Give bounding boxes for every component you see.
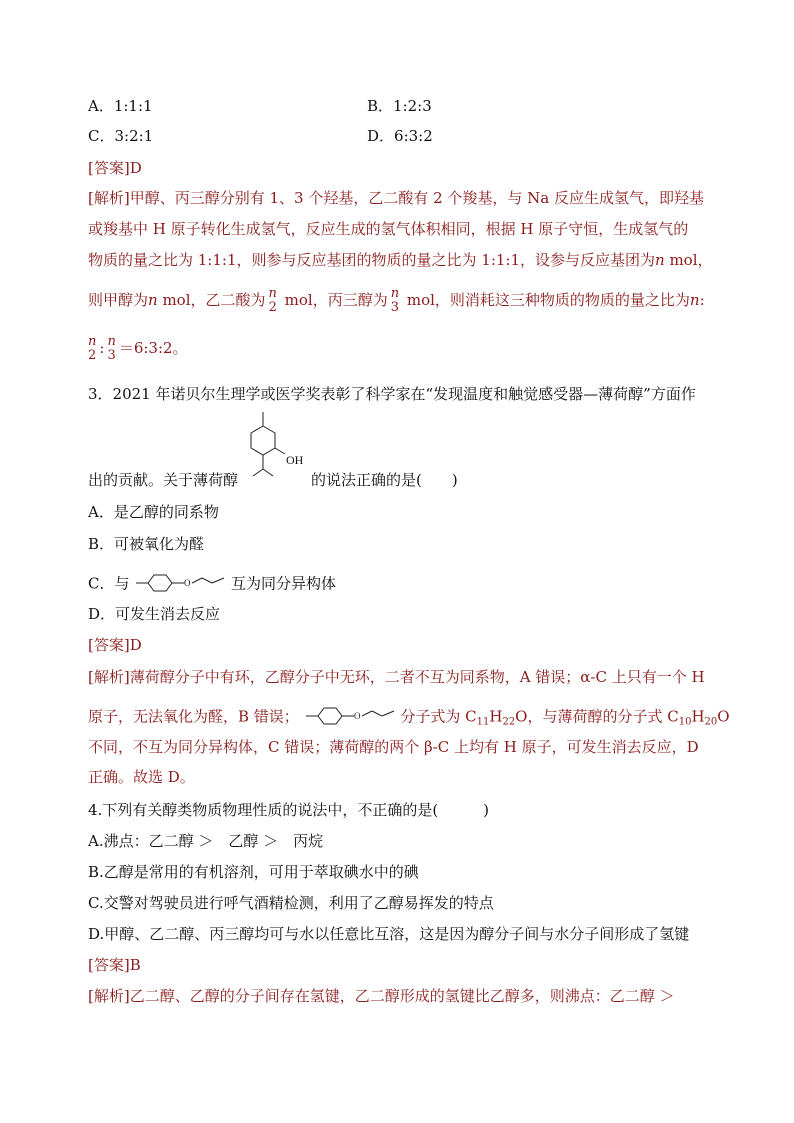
- colon: :: [99, 339, 105, 357]
- q2-exp-l4-b: mol，乙二酸为: [157, 291, 266, 309]
- q4-option-c: C.交警对驾驶员进行呼气酒精检测，利用了乙醇易挥发的特点: [88, 894, 494, 912]
- var-n: n: [148, 291, 158, 309]
- frac-num: n: [390, 286, 400, 301]
- element-o: O: [717, 707, 730, 726]
- q3-exp-l2-c: O，与薄荷醇的分子式 C: [515, 707, 679, 726]
- q2-exp-l4-d: mol，则消耗这三种物质的物质的量之比为: [402, 291, 690, 309]
- o-label: O: [184, 578, 191, 588]
- fraction-n-over-3: [391, 287, 399, 315]
- q3-explanation-line-4: 正确。故选 D。: [88, 768, 195, 786]
- q3-explanation-line-3: 不同，不互为同分异构体，C 错误；薄荷醇的两个 β-C 上均有 H 原子，可发生消去反应，D: [88, 738, 699, 756]
- q3-explanation-line-1: [解析]薄荷醇分子中有环，乙醇分子中无环，二者不互为同系物，A 错误；α-C 上只有一个 H: [88, 668, 705, 686]
- subscript: 10: [678, 716, 692, 728]
- q3-stem-l2-b: 的说法正确的是( ): [311, 471, 458, 489]
- q3-option-d: D．可发生消去反应: [88, 605, 221, 623]
- q2-explanation-line-3: [88, 250, 713, 270]
- ether-structure-image: [304, 704, 396, 731]
- q4-explanation-line-1: [解析]乙二醇、乙醇的分子间存在氢键，乙二醇形成的氢键比乙醇多，则沸点：乙二醇 ＞: [88, 987, 675, 1005]
- frac-den: 3: [107, 348, 116, 363]
- q3-option-a: A．是乙醇的同系物: [88, 503, 219, 521]
- q2-exp-l3-text: 物质的量之比为 1:1:1，则参与反应基团的物质的量之比为 1:1:1，设参与反应基团为: [88, 251, 656, 269]
- q2-option-row-1: [88, 96, 432, 116]
- frac-den: 2: [88, 348, 97, 363]
- fraction-n-over-2: [269, 287, 277, 315]
- q2-explanation-line-2: 或羧基中 H 原子转化生成氢气，反应生成的氢气体积相同，根据 H 原子守恒，生成氢气的: [88, 220, 689, 238]
- q2-option-a: A．1:1:1: [88, 97, 153, 115]
- q3-option-b: B．可被氧化为醛: [88, 535, 205, 553]
- q3-stem-line-1: 3．2021 年诺贝尔生理学或医学奖表彰了科学家在“发现温度和触觉感受器—薄荷醇”方面作: [88, 385, 696, 403]
- q4-stem: 4.下列有关醇类物质物理性质的说法中，不正确的是( ): [88, 801, 490, 819]
- q3-answer: [答案]D: [88, 636, 142, 654]
- ether-structure-image: [134, 571, 226, 598]
- q3-stem-l2-a: 出的贡献。关于薄荷醇: [88, 471, 239, 489]
- q2-answer: [答案]D: [88, 159, 142, 177]
- q4-option-a: A.沸点：乙二醇 ＞ 乙醇 ＞ 丙烷: [88, 832, 324, 850]
- q4-option-b: B.乙醇是常用的有机溶剂，可用于萃取碘水中的碘: [88, 863, 419, 881]
- q2-option-c: C．3:2:1: [88, 127, 154, 145]
- q2-option-row-2: [88, 126, 433, 146]
- q3-stem-line-2: [88, 470, 458, 490]
- q2-exp-l5-end: ＝6:3:2。: [118, 339, 188, 357]
- q3-explanation-line-2: [88, 704, 730, 733]
- var-n: n: [655, 251, 665, 269]
- unit-mol: mol，: [664, 251, 713, 269]
- subscript: 11: [476, 716, 490, 728]
- oh-label: OH: [286, 453, 304, 467]
- q4-answer: [答案]B: [88, 956, 141, 974]
- q3-option-c: [88, 571, 336, 598]
- q2-option-b: B．1:2:3: [367, 97, 432, 115]
- frac-den: 2: [268, 300, 277, 315]
- q2-explanation-line-4: [88, 285, 705, 315]
- o-label: O: [353, 711, 361, 721]
- element-h: H: [691, 707, 705, 726]
- frac-num: n: [268, 286, 277, 301]
- colon: :: [699, 291, 705, 309]
- fraction-n-over-2: [88, 335, 96, 363]
- q2-exp-l4-a: 则甲醇为: [88, 291, 149, 309]
- q3-exp-l2-a: 原子，无法氧化为醛，B 错误；: [88, 707, 299, 726]
- q4-option-d: D.甲醇、乙二醇、丙三醇均可与水以任意比互溶，这是因为醇分子间与水分子间形成了氢键: [88, 925, 690, 943]
- frac-den: 3: [390, 300, 400, 315]
- frac-num: n: [88, 334, 97, 349]
- q2-explanation-line-1: [解析]甲醇、丙三醇分别有 1、3 个羟基，乙二酸有 2 个羧基，与 Na 反应生成氢气，即羟基: [88, 189, 705, 207]
- q2-explanation-line-5: [88, 333, 188, 363]
- q3-opt-c-label: C．与: [88, 574, 130, 593]
- subscript: 20: [704, 716, 718, 728]
- subscript: 22: [502, 716, 516, 728]
- q3-exp-l2-b: 分子式为 C: [400, 707, 477, 726]
- q2-exp-l4-c: mol，丙三醇为: [279, 291, 388, 309]
- var-n: n: [689, 291, 700, 309]
- fraction-n-over-3: [107, 335, 115, 363]
- q2-option-d: D．6:3:2: [367, 127, 433, 145]
- frac-num: n: [107, 334, 116, 349]
- element-h: H: [489, 707, 503, 726]
- q3-opt-c-text: 互为同分异构体: [231, 574, 337, 593]
